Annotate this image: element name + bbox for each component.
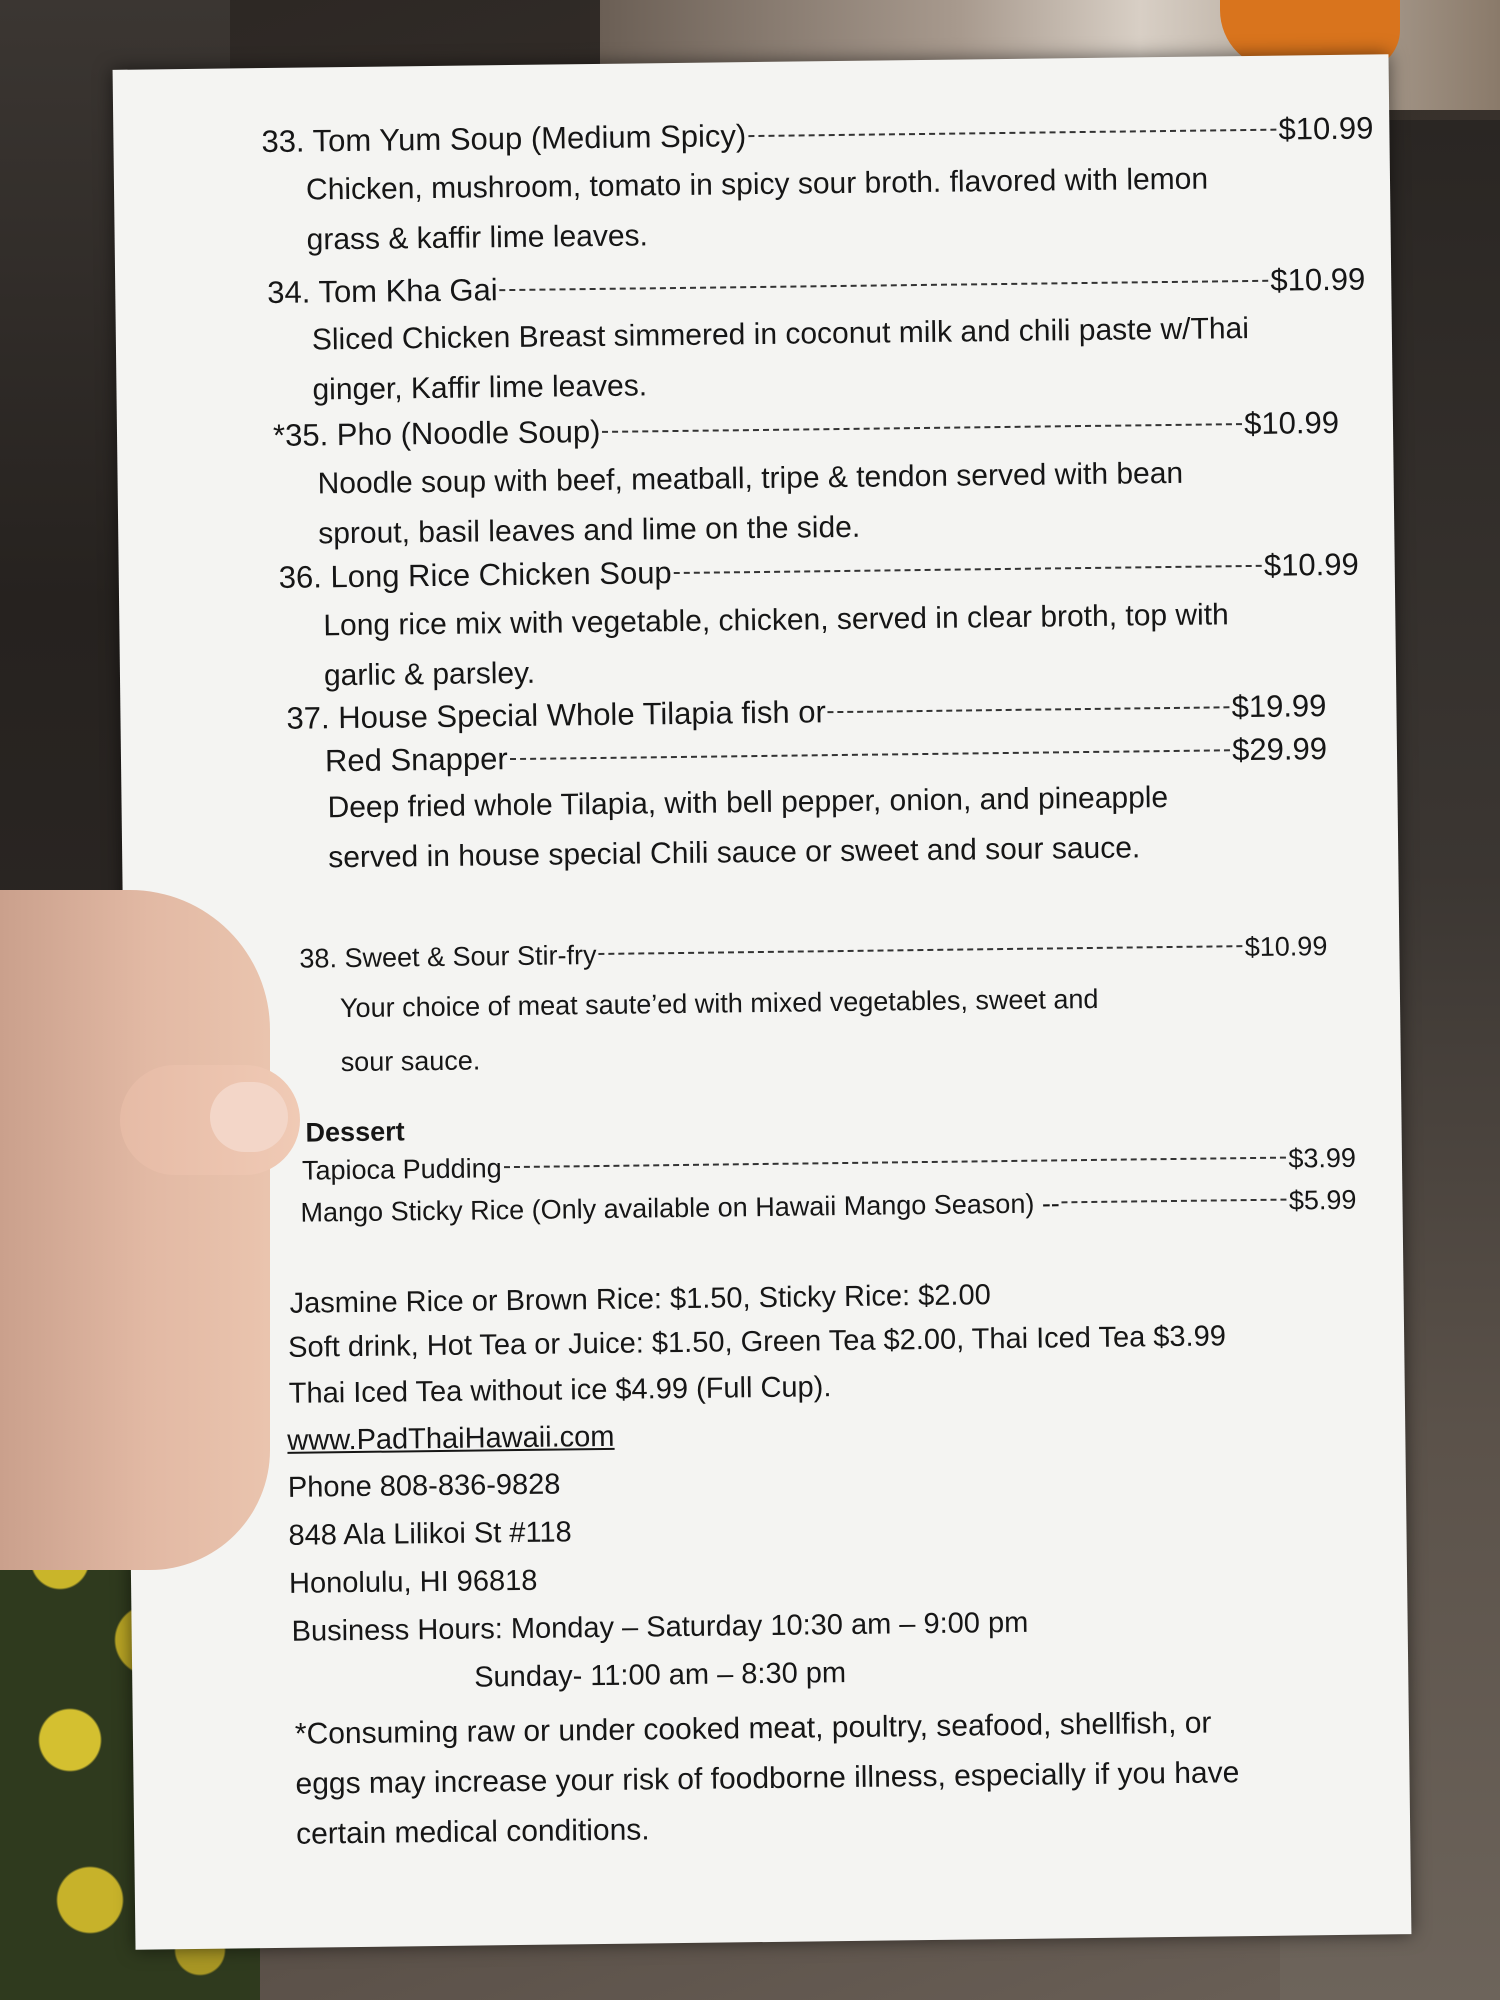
description-line: sprout, basil leaves and lime on the side. [318,510,861,551]
extras-line: Jasmine Rice or Brown Rice: $1.50, Sticky Rice: $2.00 [289,1279,991,1320]
disclaimer-line: *Consuming raw or under cooked meat, poultry, seafood, shellfish, or [294,1706,1212,1751]
dot-leader [674,565,1262,574]
dot-leader [602,423,1242,433]
item-name: Red Snapper [324,741,508,779]
disclaimer-line: eggs may increase your risk of foodborne illness, especially if you have [295,1756,1240,1801]
item-description [306,154,1209,265]
description-line: served in house special Chili sauce or sweet and sour sauce. [328,831,1141,875]
dessert-heading: Dessert [305,1116,405,1148]
dot-leader [828,706,1230,713]
menu-page [113,54,1412,1949]
phone-number: Phone 808-836-9828 [287,1468,561,1504]
item-price: $10.99 [1278,110,1374,147]
item-name: Tapioca Pudding [301,1153,502,1186]
address-line: Honolulu, HI 96818 [288,1564,538,1600]
item-description [312,304,1250,415]
dot-leader [500,280,1269,291]
description-line: garlic & parsley. [323,656,536,693]
dessert-item [302,1143,1356,1187]
item-description [323,590,1230,701]
business-hours: Business Hours: Monday – Saturday 10:30 am – 9:00 pm [291,1606,1029,1648]
item-price: $10.99 [1270,261,1366,298]
item-name: 37. House Special Whole Tilapia fish or [286,694,827,736]
dot-leader [1062,1199,1287,1204]
item-name: 36. Long Rice Chicken Soup [278,555,672,595]
dot-leader [748,129,1276,137]
extras-line: Thai Iced Tea without ice $4.99 (Full Cup). [288,1371,832,1410]
description-line: Long rice mix with vegetable, chicken, served in clear broth, top with [323,598,1229,643]
description-line: Your choice of meat saute’ed with mixed vegetables, sweet and [339,983,1099,1024]
menu-content [113,54,1412,1949]
description-line: grass & kaffir lime leaves. [306,219,649,257]
item-price: $3.99 [1288,1142,1357,1174]
item-price: $29.99 [1231,731,1328,768]
item-description [327,773,1169,883]
menu-item-38 [299,931,1327,975]
menu-item-33 [261,110,1373,160]
dessert-item [300,1185,1356,1229]
item-price: $10.99 [1244,931,1328,963]
website-link[interactable]: www.PadThaiHawaii.com [287,1420,615,1457]
thumbnail [210,1082,288,1152]
item-price: $10.99 [1263,546,1359,583]
disclaimer-line: certain medical conditions. [295,1813,650,1851]
item-description [340,972,1100,1089]
item-name: Mango Sticky Rice (Only available on Hawaii Mango Season) -- [300,1188,1061,1228]
item-description [317,449,1184,560]
description-line: Chicken, mushroom, tomato in spicy sour broth. flavored with lemon [305,162,1209,207]
holding-hand [0,890,270,1570]
business-hours: Sunday- 11:00 am – 8:30 pm [474,1657,847,1694]
item-name: 33. Tom Yum Soup (Medium Spicy) [261,118,747,160]
extras-line: Soft drink, Hot Tea or Juice: $1.50, Green Tea $2.00, Thai Iced Tea $3.99 [287,1320,1227,1364]
dot-leader [510,749,1230,760]
description-line: ginger, Kaffir lime leaves. [312,369,648,407]
dot-leader [598,945,1242,955]
description-line: sour sauce. [340,1045,481,1078]
menu-item-34 [267,262,1365,311]
description-line: Deep fried whole Tilapia, with bell pepper, onion, and pineapple [327,781,1169,825]
item-price: $5.99 [1288,1184,1357,1216]
item-name: *35. Pho (Noodle Soup) [272,413,601,453]
description-line: Sliced Chicken Breast simmered in coconut milk and chili paste w/Thai [311,312,1250,357]
address-line: 848 Ala Lilikoi St #118 [288,1516,572,1552]
item-name: 34. Tom Kha Gai [267,272,498,310]
item-price: $10.99 [1243,404,1340,442]
item-price: $19.99 [1231,688,1327,725]
menu-item-37-alt [325,731,1327,779]
description-line: Noodle soup with beef, meatball, tripe & tendon served with bean [317,456,1184,501]
item-name: 38. Sweet & Sour Stir-fry [299,940,597,974]
dot-leader [504,1157,1287,1169]
